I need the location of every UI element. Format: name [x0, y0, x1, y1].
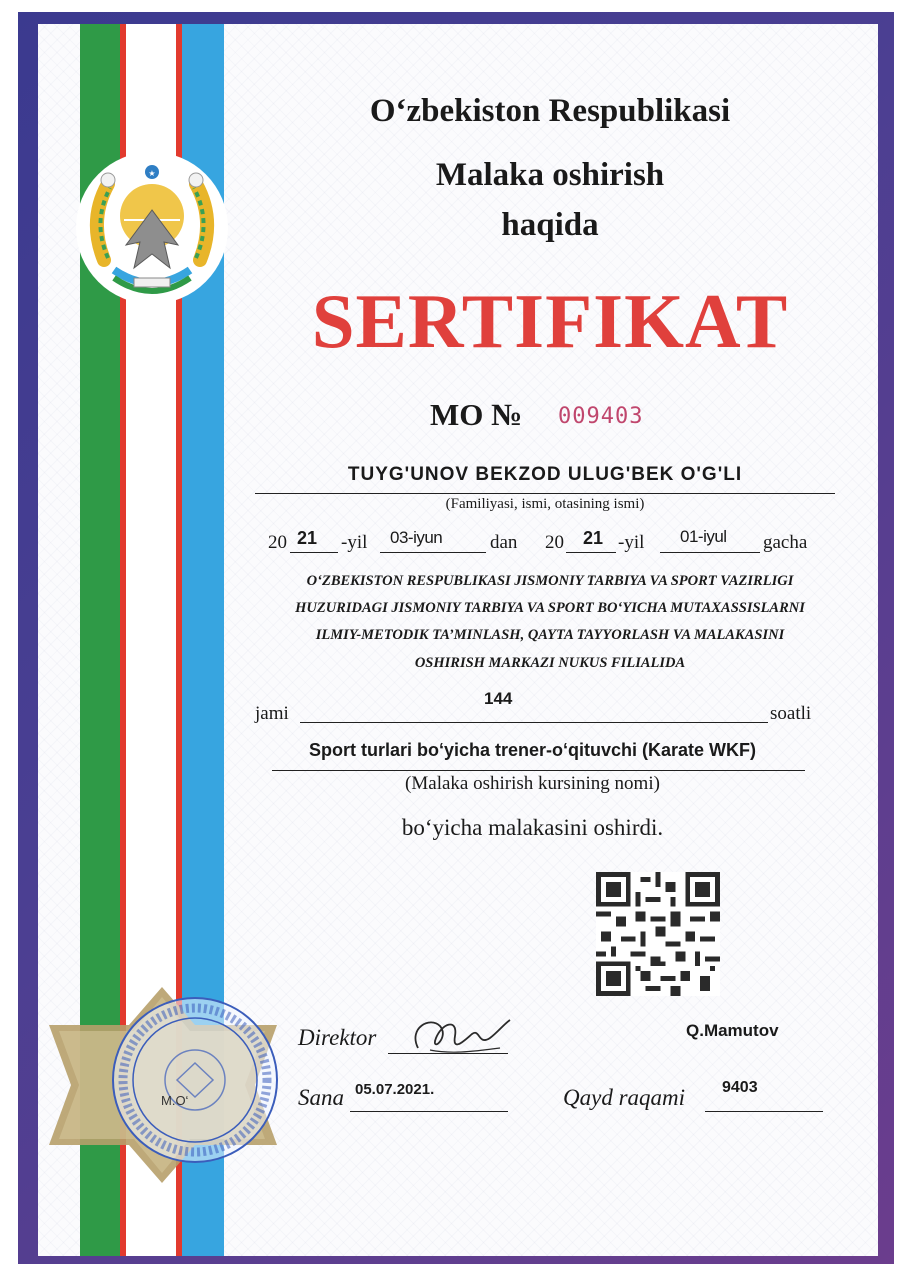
certificate-title: SERTIFIKAT: [311, 278, 789, 364]
organization-line-4: OSHIRISH MARKAZI NUKUS FILIALIDA: [414, 655, 686, 671]
signature-icon: [400, 1008, 520, 1063]
date-from-underline: [380, 552, 486, 553]
organization-line-3: ILMIY-METODIK TA’MINLASH, QAYTA TAYYORLASH VA MALAKASINI: [315, 627, 785, 643]
date-label: Sana: [298, 1085, 344, 1110]
heading-line-1: O‘zbekiston Respublikasi: [369, 93, 731, 129]
series-label: MO №: [430, 397, 523, 432]
date-underline: [350, 1111, 508, 1112]
official-seal-icon: [45, 985, 280, 1185]
name-caption: (Familiyasi, ismi, otasining ismi): [445, 496, 645, 512]
course-underline: [272, 770, 805, 771]
hours-value: 144: [484, 689, 513, 708]
name-underline: [255, 493, 835, 494]
period-dan: dan: [490, 532, 518, 553]
heading-line-3: haqida: [501, 207, 599, 243]
year-from-underline: [290, 552, 338, 553]
period-gacha: gacha: [763, 532, 808, 553]
course-name: Sport turlari bo‘yicha trener-o‘qituvchi (Karate WKF): [308, 740, 757, 760]
director-name: Q.Mamutov: [686, 1021, 779, 1040]
certificate-number: 009403: [558, 404, 644, 429]
organization-line-1: O‘ZBEKISTON RESPUBLIKASI JISMONIY TARBIYA VA SPORT VAZIRLIGI: [306, 573, 794, 589]
course-caption: (Malaka oshirish kursining nomi): [405, 773, 660, 794]
period-date-to: 01-iyul: [680, 527, 727, 546]
period-yil-from: -yil: [341, 532, 368, 553]
hours-underline: [300, 722, 768, 723]
period-yil-to: -yil: [618, 532, 645, 553]
hours-soatli: soatli: [770, 703, 812, 724]
registration-underline: [705, 1111, 823, 1112]
svg-text:★: ★: [148, 169, 156, 178]
period-date-from: 03-iyun: [390, 528, 443, 547]
date-value: 05.07.2021.: [355, 1081, 435, 1098]
period-prefix-from: 20: [268, 532, 287, 553]
heading-line-2: Malaka oshirish: [435, 157, 665, 193]
period-year-to: 21: [583, 528, 604, 548]
state-emblem-icon: [74, 150, 230, 306]
year-to-underline: [566, 552, 616, 553]
hours-jami: jami: [255, 703, 289, 724]
period-year-from: 21: [297, 528, 318, 548]
registration-label: Qayd raqami: [563, 1085, 686, 1110]
director-label: Direktor: [298, 1025, 377, 1050]
organization-line-2: HUZURIDAGI JISMONIY TARBIYA VA SPORT BO‘YICHA MUTAXASSISLARNI: [295, 600, 805, 616]
course-result: bo‘yicha malakasini oshirdi.: [401, 815, 664, 840]
qr-code-icon: [596, 872, 720, 996]
date-to-underline: [660, 552, 760, 553]
seal-mark: M.O‘: [161, 1093, 189, 1108]
period-prefix-to: 20: [545, 532, 564, 553]
recipient-name: TUYG'UNOV BEKZOD ULUG'BEK O'G'LI: [347, 464, 743, 485]
registration-number: 9403: [722, 1079, 758, 1096]
